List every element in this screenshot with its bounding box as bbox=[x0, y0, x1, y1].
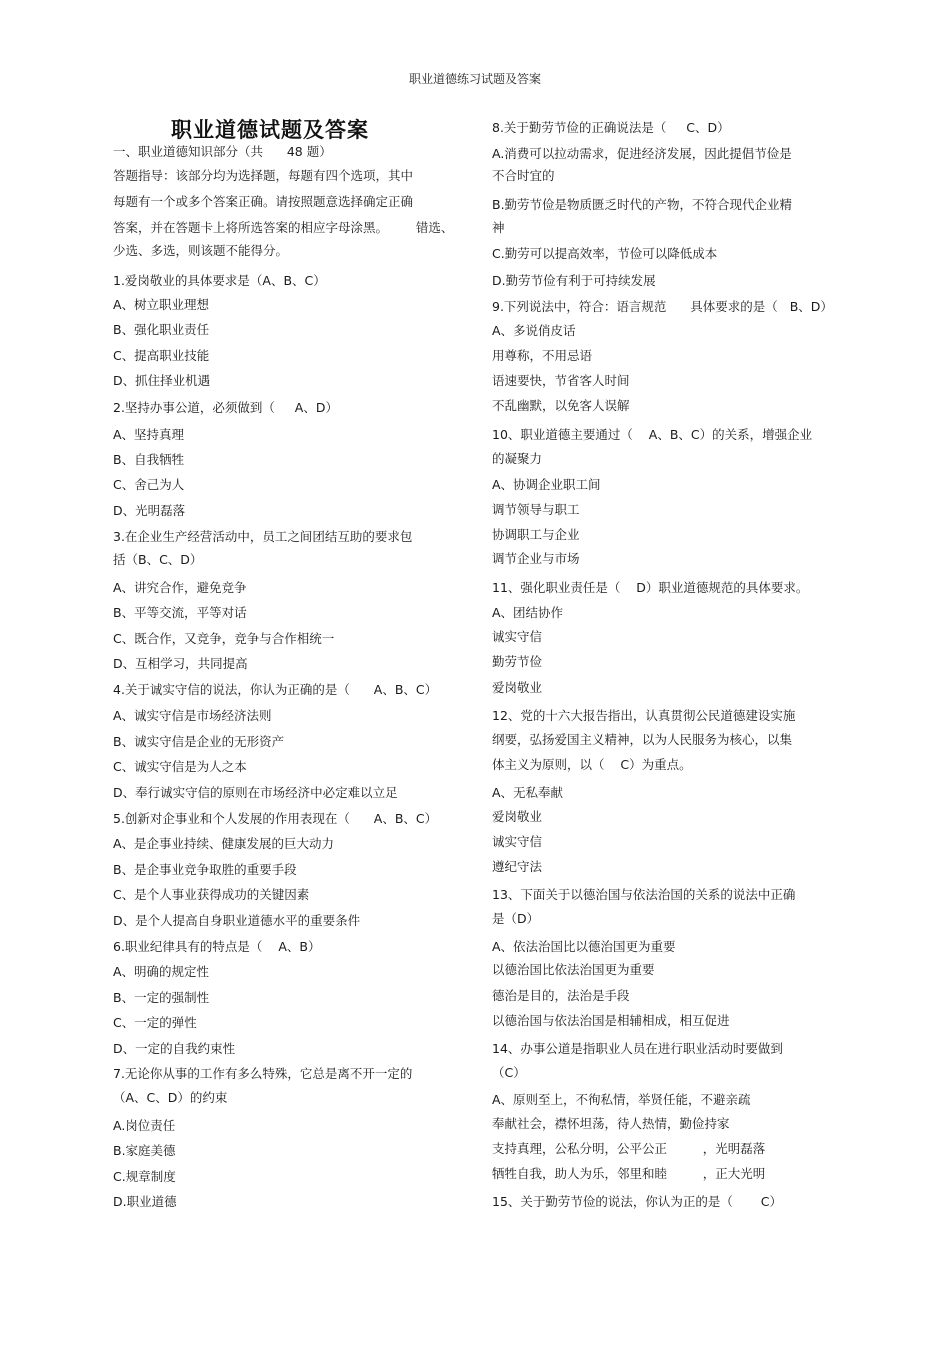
text-line: A、坚持真理 bbox=[113, 427, 185, 442]
text-line: C.规章制度 bbox=[113, 1169, 176, 1184]
text-line: A、讲究合作，避免竞争 bbox=[113, 580, 247, 595]
text-line: 一、职业道德知识部分（共 48 题） bbox=[113, 144, 332, 159]
text-line: 语速要快，节省客人时间 bbox=[492, 373, 630, 388]
text-line: 4.关于诚实守信的说法，你认为正确的是（ A、B、C） bbox=[113, 682, 438, 697]
text-line: 勤劳节俭 bbox=[492, 654, 543, 669]
text-line: A、无私奉献 bbox=[492, 785, 564, 800]
text-line: D、是个人提高自身职业道德水平的重要条件 bbox=[113, 913, 361, 928]
text-line: 少选、多选，则该题不能得分。 bbox=[113, 243, 289, 258]
text-line: 爱岗敬业 bbox=[492, 680, 543, 695]
text-line: A、原则至上，不徇私情，举贤任能，不避亲疏 bbox=[492, 1092, 751, 1107]
text-line: A、明确的规定性 bbox=[113, 964, 210, 979]
text-line: B.勤劳节俭是物质匮乏时代的产物，不符合现代企业精 bbox=[492, 197, 793, 212]
text-line: B、强化职业责任 bbox=[113, 322, 210, 337]
text-line: 答案，并在答题卡上将所选答案的相应字母涂黑。 错选、 bbox=[113, 220, 454, 235]
text-line: C、舍己为人 bbox=[113, 477, 185, 492]
text-line: 11、强化职业责任是（ D）职业道德规范的具体要求。 bbox=[492, 580, 809, 595]
text-line: C、提高职业技能 bbox=[113, 348, 210, 363]
text-line: 2.坚持办事公道，必须做到（ A、D） bbox=[113, 400, 338, 415]
text-line: A、树立职业理想 bbox=[113, 297, 210, 312]
text-line: D、奉行诚实守信的原则在市场经济中必定难以立足 bbox=[113, 785, 398, 800]
text-line: 诚实守信 bbox=[492, 834, 543, 849]
text-line: 奉献社会，襟怀坦荡，待人热情，勤俭持家 bbox=[492, 1116, 730, 1131]
text-line: A、依法治国比以德治国更为重要 bbox=[492, 939, 676, 954]
text-line: 以德治国与依法治国是相辅相成，相互促进 bbox=[492, 1013, 730, 1028]
text-line: D.职业道德 bbox=[113, 1194, 177, 1209]
text-line: 6.职业纪律具有的特点是（ A、B） bbox=[113, 939, 321, 954]
text-line: 不合时宜的 bbox=[492, 168, 555, 183]
text-line: 支持真理，公私分明，公平公正 ，光明磊落 bbox=[492, 1141, 766, 1156]
text-line: D、抓住择业机遇 bbox=[113, 373, 211, 388]
text-line: B、诚实守信是企业的无形资产 bbox=[113, 734, 285, 749]
text-line: 5.创新对企事业和个人发展的作用表现在（ A、B、C） bbox=[113, 811, 438, 826]
text-line: （C） bbox=[492, 1065, 526, 1080]
text-line: B、一定的强制性 bbox=[113, 990, 210, 1005]
text-line: D、互相学习，共同提高 bbox=[113, 656, 248, 671]
text-line: A、多说俏皮话 bbox=[492, 323, 576, 338]
text-line: D、一定的自我约束性 bbox=[113, 1041, 236, 1056]
text-line: 7.无论你从事的工作有多么特殊，它总是离不开一定的 bbox=[113, 1066, 413, 1081]
text-line: 德治是目的，法治是手段 bbox=[492, 988, 630, 1003]
text-line: 9.下列说法中，符合：语言规范 具体要求的是（ B、D） bbox=[492, 299, 833, 314]
text-line: 以德治国比依法治国更为重要 bbox=[492, 962, 655, 977]
text-line: 用尊称，不用忌语 bbox=[492, 348, 593, 363]
text-line: B、平等交流，平等对话 bbox=[113, 605, 247, 620]
text-line: 协调职工与企业 bbox=[492, 527, 580, 542]
text-line: C、一定的弹性 bbox=[113, 1015, 197, 1030]
text-line: 调节领导与职工 bbox=[492, 502, 580, 517]
text-line: 12、党的十六大报告指出，认真贯彻公民道德建设实施 bbox=[492, 708, 796, 723]
text-line: A、诚实守信是市场经济法则 bbox=[113, 708, 272, 723]
text-line: 诚实守信 bbox=[492, 629, 543, 644]
text-line: A、是企事业持续、健康发展的巨大动力 bbox=[113, 836, 335, 851]
text-line: 是（D） bbox=[492, 911, 540, 926]
text-line: 括（B、C、D） bbox=[113, 552, 203, 567]
text-line: A.消费可以拉动需求，促进经济发展，因此提倡节俭是 bbox=[492, 146, 792, 161]
text-line: B、自我牺牲 bbox=[113, 452, 185, 467]
text-line: 调节企业与市场 bbox=[492, 551, 580, 566]
text-line: D、光明磊落 bbox=[113, 503, 186, 518]
text-line: B.家庭美德 bbox=[113, 1143, 176, 1158]
text-line: C、是个人事业获得成功的关键因素 bbox=[113, 887, 310, 902]
text-line: C、既合作，又竞争，竞争与合作相统一 bbox=[113, 631, 335, 646]
text-line: 神 bbox=[492, 220, 505, 235]
text-line: 答题指导：该部分均为选择题，每题有四个选项，其中 bbox=[113, 168, 414, 183]
text-line: 15、关于勤劳节俭的说法，你认为正的是（ C） bbox=[492, 1194, 782, 1209]
text-line: 10、职业道德主要通过（ A、B、C）的关系，增强企业 bbox=[492, 427, 813, 442]
text-line: 14、办事公道是指职业人员在进行职业活动时要做到 bbox=[492, 1041, 783, 1056]
text-line: 牺牲自我，助人为乐，邻里和睦 ，正大光明 bbox=[492, 1166, 766, 1181]
text-line: （A、C、D）的约束 bbox=[113, 1090, 228, 1105]
text-line: 不乱幽默，以免客人误解 bbox=[492, 398, 630, 413]
running-header: 职业道德练习试题及答案 bbox=[408, 72, 541, 86]
text-line: 的凝聚力 bbox=[492, 451, 543, 466]
text-line: B、是企事业竞争取胜的重要手段 bbox=[113, 862, 297, 877]
text-line: 8.关于勤劳节俭的正确说法是（ C、D） bbox=[492, 120, 730, 135]
text-line: 每题有一个或多个答案正确。请按照题意选择确定正确 bbox=[113, 194, 414, 209]
text-line: 1.爱岗敬业的具体要求是（A、B、C） bbox=[113, 273, 326, 288]
text-line: 13、下面关于以德治国与依法治国的关系的说法中正确 bbox=[492, 887, 796, 902]
document-title: 职业道德试题及答案 bbox=[171, 118, 369, 142]
text-line: 体主义为原则，以（ C）为重点。 bbox=[492, 757, 692, 772]
text-line: 遵纪守法 bbox=[492, 859, 543, 874]
text-line: A、团结协作 bbox=[492, 605, 564, 620]
text-line: A.岗位责任 bbox=[113, 1118, 176, 1133]
text-line: 纲要，弘扬爱国主义精神，以为人民服务为核心，以集 bbox=[492, 732, 793, 747]
text-line: D.勤劳节俭有利于可持续发展 bbox=[492, 273, 656, 288]
text-line: C、诚实守信是为人之本 bbox=[113, 759, 247, 774]
text-line: C.勤劳可以提高效率，节俭可以降低成本 bbox=[492, 246, 718, 261]
text-line: 爱岗敬业 bbox=[492, 809, 543, 824]
text-line: A、协调企业职工间 bbox=[492, 477, 601, 492]
text-line: 3.在企业生产经营活动中，员工之间团结互助的要求包 bbox=[113, 529, 413, 544]
